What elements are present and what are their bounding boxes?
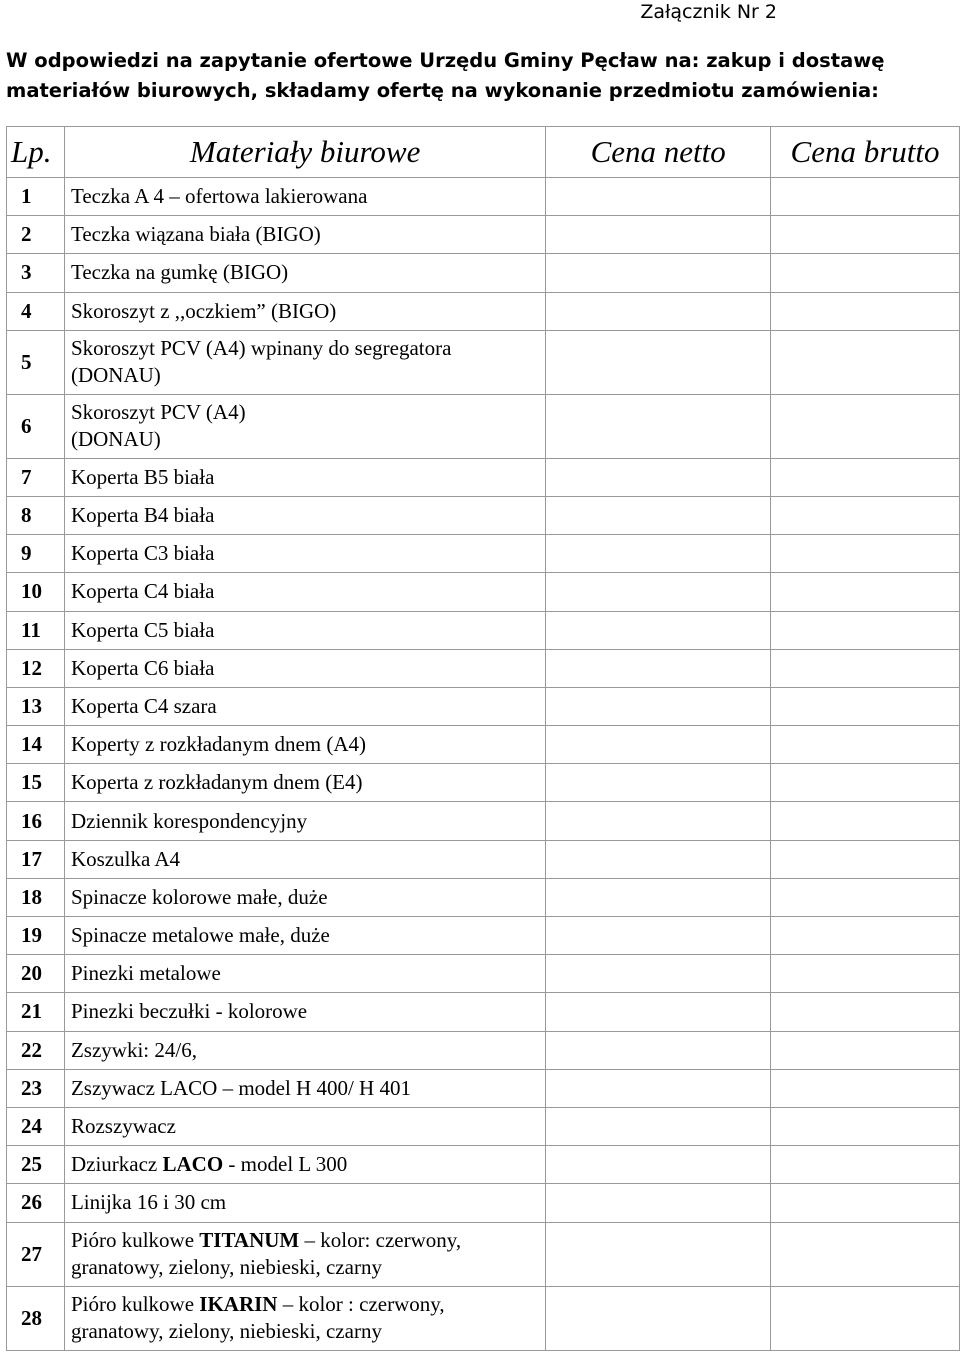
item-name: Koperta B4 biała <box>64 496 545 534</box>
item-name-suffix: – kolor : czerwony, <box>277 1292 445 1316</box>
item-name-suffix: - model L 300 <box>223 1152 348 1177</box>
net-price-cell[interactable] <box>546 764 771 802</box>
gross-price-cell[interactable] <box>771 993 960 1031</box>
item-name: Teczka wiązana biała (BIGO) <box>64 216 545 254</box>
table-row <box>7 178 960 216</box>
net-price-cell[interactable] <box>546 649 771 687</box>
item-name-line-1 <box>71 1227 545 1254</box>
row-number: 3 <box>7 254 65 292</box>
gross-price-cell[interactable] <box>771 394 960 458</box>
item-name: Pinezki metalowe <box>64 955 545 993</box>
table-row <box>7 292 960 330</box>
table-row <box>7 330 960 394</box>
item-name: Koperta C5 biała <box>64 611 545 649</box>
net-price-cell[interactable] <box>546 458 771 496</box>
row-number: 15 <box>7 764 65 802</box>
item-name <box>64 330 545 394</box>
gross-price-cell[interactable] <box>771 496 960 534</box>
item-name: Spinacze kolorowe małe, duże <box>64 878 545 916</box>
table-row <box>7 917 960 955</box>
row-number: 25 <box>7 1146 65 1184</box>
item-brand: LACO <box>162 1152 224 1177</box>
row-number: 13 <box>7 687 65 725</box>
net-price-cell[interactable] <box>546 1184 771 1222</box>
attachment-label: Załącznik Nr 2 <box>640 1 777 23</box>
net-price-cell[interactable] <box>546 687 771 725</box>
gross-price-cell[interactable] <box>771 573 960 611</box>
row-number: 11 <box>7 611 65 649</box>
table-row <box>7 496 960 534</box>
table-row <box>7 535 960 573</box>
gross-price-cell[interactable] <box>771 764 960 802</box>
gross-price-cell[interactable] <box>771 178 960 216</box>
item-name: Zszywki: 24/6, <box>64 1031 545 1069</box>
item-name <box>64 1146 545 1184</box>
table-row <box>7 764 960 802</box>
net-price-cell[interactable] <box>546 394 771 458</box>
row-number: 7 <box>7 458 65 496</box>
item-name <box>64 1222 545 1286</box>
row-number: 16 <box>7 802 65 840</box>
item-name: Koperta C4 biała <box>64 573 545 611</box>
gross-price-cell[interactable] <box>771 292 960 330</box>
table-row <box>7 726 960 764</box>
net-price-cell[interactable] <box>546 1286 771 1350</box>
row-number: 17 <box>7 840 65 878</box>
row-number: 6 <box>7 394 65 458</box>
price-table <box>6 126 960 1351</box>
net-price-cell[interactable] <box>546 216 771 254</box>
gross-price-cell[interactable] <box>771 917 960 955</box>
table-row <box>7 649 960 687</box>
row-number: 23 <box>7 1069 65 1107</box>
table-row <box>7 1107 960 1145</box>
item-name: Koperta C3 biała <box>64 535 545 573</box>
gross-price-cell[interactable] <box>771 330 960 394</box>
item-name-line-2: (DONAU) <box>70 427 161 452</box>
item-name-line-1: Skoroszyt PCV (A4) <box>70 400 246 425</box>
gross-price-cell[interactable] <box>771 649 960 687</box>
net-price-cell[interactable] <box>546 802 771 840</box>
header-lp: Lp. <box>7 127 65 178</box>
net-price-cell[interactable] <box>546 993 771 1031</box>
item-name: Teczka na gumkę (BIGO) <box>64 254 545 292</box>
item-name: Skoroszyt z ,,oczkiem” (BIGO) <box>64 292 545 330</box>
item-name: Dziennik korespondencyjny <box>64 802 545 840</box>
item-name: Koszulka A4 <box>64 840 545 878</box>
table-row <box>7 458 960 496</box>
gross-price-cell[interactable] <box>771 458 960 496</box>
table-header-row <box>7 127 960 178</box>
row-number: 10 <box>7 573 65 611</box>
row-number: 27 <box>7 1222 65 1286</box>
net-price-cell[interactable] <box>546 573 771 611</box>
table-row <box>7 955 960 993</box>
item-name-suffix: – kolor: czerwony, <box>299 1228 462 1252</box>
table-row <box>7 802 960 840</box>
row-number: 14 <box>7 726 65 764</box>
net-price-cell[interactable] <box>546 611 771 649</box>
net-price-cell[interactable] <box>546 878 771 916</box>
item-name <box>64 394 545 458</box>
row-number: 2 <box>7 216 65 254</box>
table-row <box>7 687 960 725</box>
net-price-cell[interactable] <box>546 726 771 764</box>
net-price-cell[interactable] <box>546 955 771 993</box>
header-item: Materiały biurowe <box>64 127 545 178</box>
net-price-cell[interactable] <box>546 178 771 216</box>
table-row <box>7 993 960 1031</box>
table-row <box>7 1069 960 1107</box>
gross-price-cell[interactable] <box>771 955 960 993</box>
gross-price-cell[interactable] <box>771 254 960 292</box>
row-number: 9 <box>7 535 65 573</box>
net-price-cell[interactable] <box>546 292 771 330</box>
item-name-line-2: granatowy, zielony, niebieski, czarny <box>70 1319 382 1343</box>
net-price-cell[interactable] <box>546 1146 771 1184</box>
row-number: 18 <box>7 878 65 916</box>
net-price-cell[interactable] <box>546 496 771 534</box>
row-number: 20 <box>7 955 65 993</box>
row-number: 22 <box>7 1031 65 1069</box>
table-row <box>7 1222 960 1286</box>
item-name <box>64 1286 545 1350</box>
item-name-line-2: (DONAU) <box>70 363 161 388</box>
gross-price-cell[interactable] <box>771 1146 960 1184</box>
gross-price-cell[interactable] <box>771 611 960 649</box>
table-row <box>7 1031 960 1069</box>
item-name: Zszywacz LACO – model H 400/ H 401 <box>64 1069 545 1107</box>
table-row <box>7 573 960 611</box>
item-name: Teczka A 4 – ofertowa lakierowana <box>64 178 545 216</box>
row-number: 26 <box>7 1184 65 1222</box>
gross-price-cell[interactable] <box>771 802 960 840</box>
gross-price-cell[interactable] <box>771 1069 960 1107</box>
item-name: Koperty z rozkładanym dnem (A4) <box>64 726 545 764</box>
gross-price-cell[interactable] <box>771 878 960 916</box>
intro-line-1: W odpowiedzi na zapytanie ofertowe Urzędu Gminy Pęcław na: zakup i dostawę <box>6 49 885 72</box>
header-gross-price: Cena brutto <box>771 127 960 178</box>
item-name: Rozszywacz <box>64 1107 545 1145</box>
item-name: Koperta z rozkładanym dnem (E4) <box>64 764 545 802</box>
row-number: 5 <box>7 330 65 394</box>
net-price-cell[interactable] <box>546 917 771 955</box>
table-row <box>7 611 960 649</box>
intro-heading <box>6 46 906 106</box>
gross-price-cell[interactable] <box>771 535 960 573</box>
intro-line-2: materiałów biurowych, składamy ofertę na wykonanie przedmiotu zamówienia: <box>6 79 879 102</box>
table-row <box>7 216 960 254</box>
item-name-line-2: granatowy, zielony, niebieski, czarny <box>70 1255 382 1279</box>
item-name: Spinacze metalowe małe, duże <box>64 917 545 955</box>
table-row <box>7 1146 960 1184</box>
gross-price-cell[interactable] <box>771 1031 960 1069</box>
table-row <box>7 394 960 458</box>
gross-price-cell[interactable] <box>771 1184 960 1222</box>
item-name: Linijka 16 i 30 cm <box>64 1184 545 1222</box>
net-price-cell[interactable] <box>546 1222 771 1286</box>
net-price-cell[interactable] <box>546 1031 771 1069</box>
item-name: Pinezki beczułki - kolorowe <box>64 993 545 1031</box>
item-name: Koperta B5 biała <box>64 458 545 496</box>
row-number: 8 <box>7 496 65 534</box>
item-name-prefix: Pióro kulkowe <box>70 1292 200 1316</box>
item-name: Koperta C6 biała <box>64 649 545 687</box>
table-row <box>7 878 960 916</box>
net-price-cell[interactable] <box>546 330 771 394</box>
table-row <box>7 840 960 878</box>
row-number: 28 <box>7 1286 65 1350</box>
header-net-price: Cena netto <box>546 127 771 178</box>
gross-price-cell[interactable] <box>771 726 960 764</box>
row-number: 21 <box>7 993 65 1031</box>
gross-price-cell[interactable] <box>771 216 960 254</box>
table-row <box>7 254 960 292</box>
net-price-cell[interactable] <box>546 840 771 878</box>
gross-price-cell[interactable] <box>771 687 960 725</box>
net-price-cell[interactable] <box>546 535 771 573</box>
net-price-cell[interactable] <box>546 1069 771 1107</box>
net-price-cell[interactable] <box>546 1107 771 1145</box>
row-number: 12 <box>7 649 65 687</box>
item-name-line-1 <box>71 1291 545 1318</box>
gross-price-cell[interactable] <box>771 1286 960 1350</box>
row-number: 19 <box>7 917 65 955</box>
row-number: 4 <box>7 292 65 330</box>
gross-price-cell[interactable] <box>771 840 960 878</box>
row-number: 1 <box>7 178 65 216</box>
item-name-prefix: Pióro kulkowe <box>70 1228 200 1252</box>
gross-price-cell[interactable] <box>771 1107 960 1145</box>
gross-price-cell[interactable] <box>771 1222 960 1286</box>
net-price-cell[interactable] <box>546 254 771 292</box>
item-name: Koperta C4 szara <box>64 687 545 725</box>
item-name-prefix: Dziurkacz <box>70 1152 163 1177</box>
item-name-line-1: Skoroszyt PCV (A4) wpinany do segregatora <box>70 336 452 361</box>
row-number: 24 <box>7 1107 65 1145</box>
table-row <box>7 1184 960 1222</box>
item-brand: IKARIN <box>199 1292 278 1316</box>
table-row <box>7 1286 960 1350</box>
item-brand: TITANUM <box>199 1228 300 1252</box>
